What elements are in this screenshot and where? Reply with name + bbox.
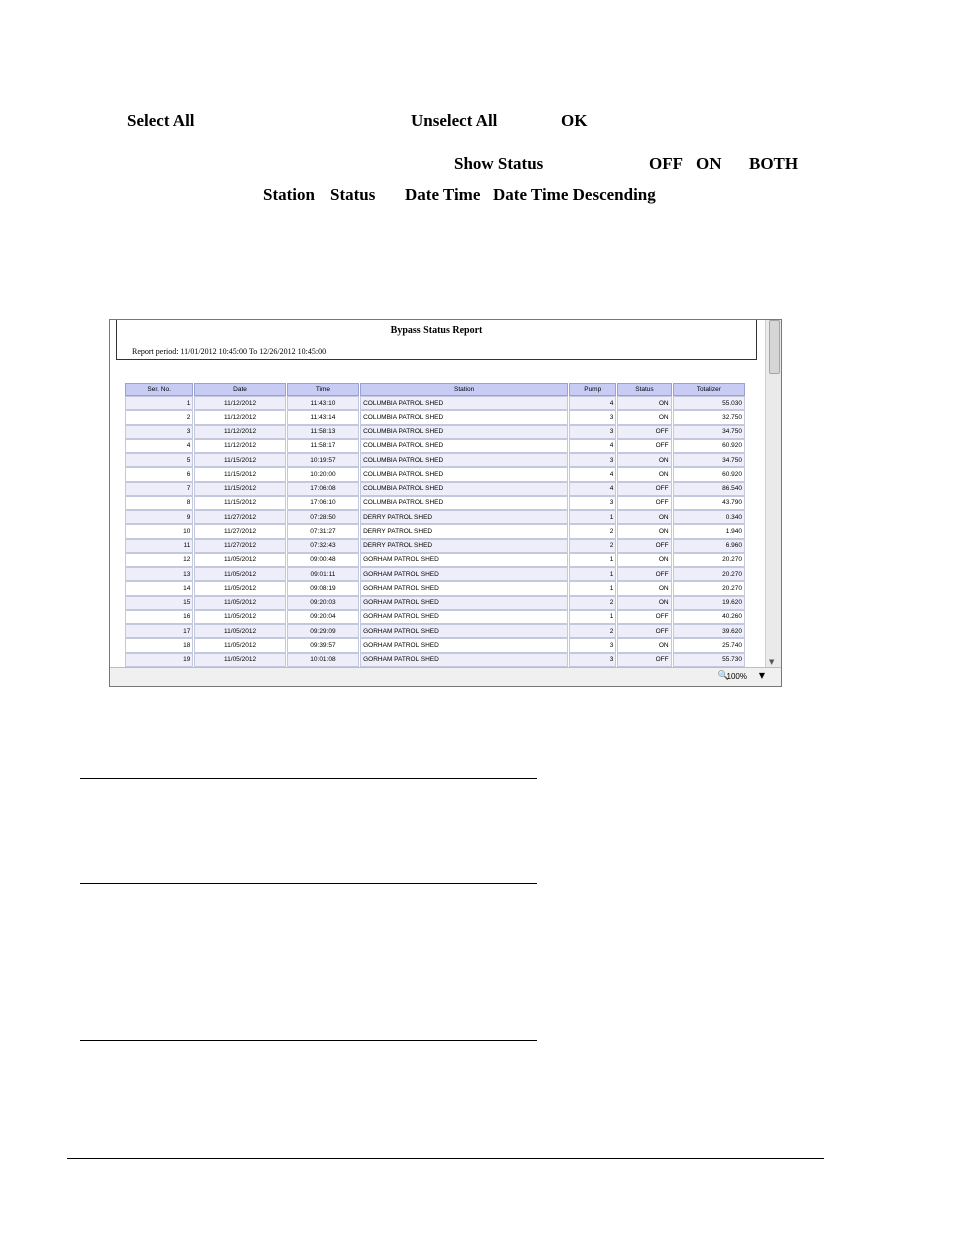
signature-line-3 xyxy=(80,1040,537,1041)
cell-ser-no: 7 xyxy=(125,482,193,496)
cell-totalizer: 86.540 xyxy=(673,482,745,496)
cell-totalizer: 40.260 xyxy=(673,610,745,624)
cell-station: GORHAM PATROL SHED xyxy=(360,596,568,610)
cell-station: COLUMBIA PATROL SHED xyxy=(360,453,568,467)
col-pump: Pump xyxy=(569,383,616,396)
cell-totalizer: 55.730 xyxy=(673,653,745,667)
cell-ser-no: 9 xyxy=(125,510,193,524)
cell-ser-no: 18 xyxy=(125,638,193,652)
cell-status: OFF xyxy=(617,610,671,624)
cell-time: 09:01:11 xyxy=(287,567,359,581)
cell-status: OFF xyxy=(617,624,671,638)
table-row xyxy=(125,581,745,595)
table-row xyxy=(125,524,745,538)
cell-pump: 3 xyxy=(569,410,616,424)
cell-date: 11/05/2012 xyxy=(194,638,285,652)
cell-date: 11/12/2012 xyxy=(194,439,285,453)
sort-status-label: Status xyxy=(330,185,376,204)
cell-ser-no: 19 xyxy=(125,653,193,667)
cell-pump: 3 xyxy=(569,425,616,439)
cell-date: 11/15/2012 xyxy=(194,467,285,481)
cell-time: 11:43:14 xyxy=(287,410,359,424)
cell-date: 11/05/2012 xyxy=(194,624,285,638)
cell-totalizer: 39.620 xyxy=(673,624,745,638)
both-label: BOTH xyxy=(749,154,799,173)
cell-pump: 1 xyxy=(569,610,616,624)
cell-totalizer: 34.750 xyxy=(673,425,745,439)
cell-totalizer: 20.270 xyxy=(673,581,745,595)
viewer-status-bar xyxy=(110,667,781,686)
cell-time: 10:19:57 xyxy=(287,453,359,467)
table-row xyxy=(125,482,745,496)
table-row xyxy=(125,553,745,567)
cell-station: GORHAM PATROL SHED xyxy=(360,581,568,595)
cell-station: COLUMBIA PATROL SHED xyxy=(360,410,568,424)
off-label: OFF xyxy=(649,154,683,173)
table-row xyxy=(125,624,745,638)
signature-line-1 xyxy=(80,778,537,779)
cell-pump: 4 xyxy=(569,467,616,481)
cell-date: 11/05/2012 xyxy=(194,596,285,610)
cell-totalizer: 1.940 xyxy=(673,524,745,538)
cell-pump: 4 xyxy=(569,482,616,496)
table-row xyxy=(125,567,745,581)
cell-station: COLUMBIA PATROL SHED xyxy=(360,467,568,481)
cell-ser-no: 11 xyxy=(125,539,193,553)
cell-status: ON xyxy=(617,524,671,538)
cell-station: DERRY PATROL SHED xyxy=(360,510,568,524)
cell-status: ON xyxy=(617,581,671,595)
table-row xyxy=(125,638,745,652)
cell-totalizer: 20.270 xyxy=(673,553,745,567)
cell-status: ON xyxy=(617,553,671,567)
cell-ser-no: 8 xyxy=(125,496,193,510)
signature-line-2 xyxy=(80,883,537,884)
table-row xyxy=(125,425,745,439)
cell-date: 11/12/2012 xyxy=(194,410,285,424)
cell-totalizer: 6.960 xyxy=(673,539,745,553)
cell-pump: 2 xyxy=(569,596,616,610)
scroll-down-arrow-icon[interactable]: ▼ xyxy=(769,658,775,666)
cell-ser-no: 1 xyxy=(125,396,193,410)
cell-station: GORHAM PATROL SHED xyxy=(360,610,568,624)
col-status: Status xyxy=(617,383,671,396)
cell-ser-no: 5 xyxy=(125,453,193,467)
zoom-dropdown-icon[interactable]: ▼ xyxy=(758,671,765,680)
cell-ser-no: 13 xyxy=(125,567,193,581)
cell-totalizer: 60.920 xyxy=(673,467,745,481)
cell-totalizer: 25.740 xyxy=(673,638,745,652)
cell-time: 07:28:50 xyxy=(287,510,359,524)
table-row xyxy=(125,410,745,424)
cell-date: 11/15/2012 xyxy=(194,482,285,496)
zoom-level[interactable]: 100% xyxy=(726,672,747,681)
cell-time: 09:08:19 xyxy=(287,581,359,595)
cell-ser-no: 10 xyxy=(125,524,193,538)
cell-time: 09:20:03 xyxy=(287,596,359,610)
cell-station: GORHAM PATROL SHED xyxy=(360,653,568,667)
cell-station: GORHAM PATROL SHED xyxy=(360,567,568,581)
cell-time: 10:20:00 xyxy=(287,467,359,481)
cell-time: 11:58:17 xyxy=(287,439,359,453)
show-status-label: Show Status xyxy=(454,154,544,173)
cell-date: 11/12/2012 xyxy=(194,396,285,410)
ok-label: OK xyxy=(561,111,588,130)
cell-pump: 2 xyxy=(569,624,616,638)
table-row xyxy=(125,510,745,524)
cell-pump: 2 xyxy=(569,524,616,538)
cell-status: OFF xyxy=(617,539,671,553)
cell-pump: 2 xyxy=(569,539,616,553)
cell-time: 09:39:57 xyxy=(287,638,359,652)
cell-date: 11/27/2012 xyxy=(194,510,285,524)
cell-pump: 3 xyxy=(569,638,616,652)
cell-status: ON xyxy=(617,638,671,652)
sort-date-time-descending-label: Date Time Descending xyxy=(493,185,656,204)
cell-totalizer: 32.750 xyxy=(673,410,745,424)
cell-station: DERRY PATROL SHED xyxy=(360,539,568,553)
cell-time: 17:06:08 xyxy=(287,482,359,496)
sort-station-label: Station xyxy=(263,185,315,204)
cell-totalizer: 0.340 xyxy=(673,510,745,524)
cell-pump: 1 xyxy=(569,581,616,595)
report-viewer-content xyxy=(110,320,765,668)
cell-pump: 4 xyxy=(569,396,616,410)
footer-rule xyxy=(67,1158,824,1159)
report-viewer-window xyxy=(109,319,782,687)
col-time: Time xyxy=(287,383,359,396)
cell-status: ON xyxy=(617,510,671,524)
cell-pump: 1 xyxy=(569,567,616,581)
cell-date: 11/27/2012 xyxy=(194,524,285,538)
table-row xyxy=(125,539,745,553)
cell-totalizer: 34.750 xyxy=(673,453,745,467)
cell-ser-no: 16 xyxy=(125,610,193,624)
cell-time: 09:00:48 xyxy=(287,553,359,567)
cell-ser-no: 12 xyxy=(125,553,193,567)
cell-date: 11/15/2012 xyxy=(194,496,285,510)
cell-totalizer: 43.790 xyxy=(673,496,745,510)
cell-time: 07:31:27 xyxy=(287,524,359,538)
scrollbar-thumb[interactable] xyxy=(769,320,780,374)
cell-date: 11/05/2012 xyxy=(194,581,285,595)
cell-pump: 3 xyxy=(569,453,616,467)
cell-ser-no: 15 xyxy=(125,596,193,610)
magnifier-icon[interactable]: 🔍 xyxy=(717,671,729,681)
cell-station: GORHAM PATROL SHED xyxy=(360,624,568,638)
cell-ser-no: 2 xyxy=(125,410,193,424)
table-row xyxy=(125,496,745,510)
cell-status: ON xyxy=(617,396,671,410)
cell-status: OFF xyxy=(617,439,671,453)
cell-time: 07:32:43 xyxy=(287,539,359,553)
cell-ser-no: 17 xyxy=(125,624,193,638)
bypass-status-table xyxy=(124,383,746,668)
cell-status: ON xyxy=(617,410,671,424)
cell-time: 11:58:13 xyxy=(287,425,359,439)
report-title: Bypass Status Report xyxy=(390,325,483,336)
table-row xyxy=(125,596,745,610)
report-period: Report period: 11/01/2012 10:45:00 To 12/26/2012 10:45:00 xyxy=(132,347,327,356)
cell-time: 17:06:10 xyxy=(287,496,359,510)
cell-station: COLUMBIA PATROL SHED xyxy=(360,496,568,510)
cell-ser-no: 3 xyxy=(125,425,193,439)
cell-time: 09:29:09 xyxy=(287,624,359,638)
table-row xyxy=(125,453,745,467)
col-ser-no: Ser. No. xyxy=(125,383,193,396)
cell-status: OFF xyxy=(617,653,671,667)
col-totalizer: Totalizer xyxy=(673,383,745,396)
report-header-box xyxy=(116,320,757,360)
table-row xyxy=(125,396,745,410)
unselect-all-label: Unselect All xyxy=(411,111,498,130)
cell-totalizer: 55.030 xyxy=(673,396,745,410)
cell-pump: 3 xyxy=(569,653,616,667)
table-row xyxy=(125,653,745,667)
cell-station: GORHAM PATROL SHED xyxy=(360,638,568,652)
cell-ser-no: 6 xyxy=(125,467,193,481)
vertical-scrollbar[interactable] xyxy=(765,320,781,668)
cell-time: 09:20:04 xyxy=(287,610,359,624)
cell-status: ON xyxy=(617,596,671,610)
cell-date: 11/15/2012 xyxy=(194,453,285,467)
cell-ser-no: 4 xyxy=(125,439,193,453)
cell-time: 11:43:10 xyxy=(287,396,359,410)
cell-pump: 4 xyxy=(569,439,616,453)
cell-station: COLUMBIA PATROL SHED xyxy=(360,439,568,453)
cell-date: 11/27/2012 xyxy=(194,539,285,553)
cell-date: 11/05/2012 xyxy=(194,567,285,581)
table-header-row xyxy=(125,383,745,396)
cell-station: COLUMBIA PATROL SHED xyxy=(360,482,568,496)
sort-date-time-label: Date Time xyxy=(405,185,481,204)
cell-station: COLUMBIA PATROL SHED xyxy=(360,425,568,439)
cell-time: 10:01:08 xyxy=(287,653,359,667)
cell-status: OFF xyxy=(617,567,671,581)
cell-station: DERRY PATROL SHED xyxy=(360,524,568,538)
cell-pump: 3 xyxy=(569,496,616,510)
table-body xyxy=(125,396,745,668)
table-row xyxy=(125,439,745,453)
on-label: ON xyxy=(696,154,722,173)
cell-totalizer: 19.620 xyxy=(673,596,745,610)
cell-date: 11/05/2012 xyxy=(194,653,285,667)
cell-pump: 1 xyxy=(569,510,616,524)
col-station: Station xyxy=(360,383,568,396)
cell-status: ON xyxy=(617,453,671,467)
cell-date: 11/05/2012 xyxy=(194,553,285,567)
cell-date: 11/05/2012 xyxy=(194,610,285,624)
cell-totalizer: 60.920 xyxy=(673,439,745,453)
cell-date: 11/12/2012 xyxy=(194,425,285,439)
table-row xyxy=(125,610,745,624)
cell-station: COLUMBIA PATROL SHED xyxy=(360,396,568,410)
table-row xyxy=(125,467,745,481)
cell-status: OFF xyxy=(617,482,671,496)
col-date: Date xyxy=(194,383,285,396)
cell-totalizer: 20.270 xyxy=(673,567,745,581)
cell-ser-no: 14 xyxy=(125,581,193,595)
cell-station: GORHAM PATROL SHED xyxy=(360,553,568,567)
select-all-label: Select All xyxy=(127,111,195,130)
cell-pump: 1 xyxy=(569,553,616,567)
cell-status: ON xyxy=(617,467,671,481)
cell-status: OFF xyxy=(617,496,671,510)
cell-status: OFF xyxy=(617,425,671,439)
